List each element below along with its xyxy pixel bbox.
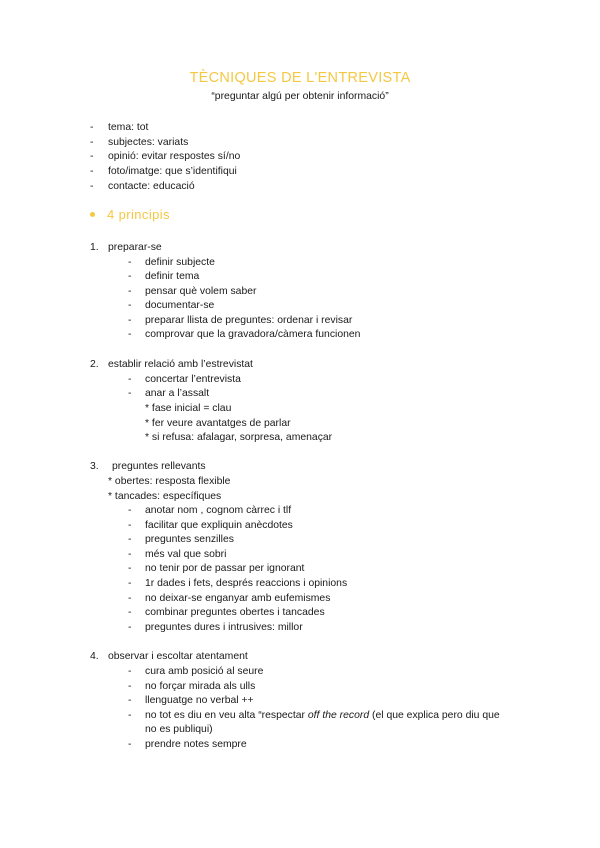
principle-label: establir relació amb l’estrevistat xyxy=(108,359,253,370)
list-item: definir tema xyxy=(145,271,200,282)
list-item: llenguatge no verbal ++ xyxy=(145,695,254,706)
intro-item: subjectes: variats xyxy=(108,137,189,148)
dash-marker: - xyxy=(128,578,132,589)
dash-marker: - xyxy=(128,695,132,706)
intro-item: contacte: educació xyxy=(108,181,195,192)
dash-marker: - xyxy=(128,622,132,633)
dash-marker: - xyxy=(90,166,94,177)
dash-marker: - xyxy=(128,681,132,692)
dash-marker: - xyxy=(128,315,132,326)
dash-marker: - xyxy=(90,122,94,133)
intro-item: foto/imatge: que s’identifiqui xyxy=(108,166,237,177)
note-line: * fase inicial = clau xyxy=(145,403,232,414)
dash-marker: - xyxy=(128,257,132,268)
list-item: concertar l’entrevista xyxy=(145,374,241,385)
dash-marker: - xyxy=(90,181,94,192)
list-item-continuation: no es publiqui) xyxy=(145,724,213,735)
section-heading xyxy=(90,207,170,222)
dash-marker: - xyxy=(90,137,94,148)
list-item: 1r dades i fets, després reaccions i opinions xyxy=(145,578,348,589)
dash-marker: - xyxy=(128,739,132,750)
list-item: pensar què volem saber xyxy=(145,286,257,297)
dash-marker: - xyxy=(128,549,132,560)
off-record-italic: off the record xyxy=(307,710,370,721)
off-record-text-before: no tot es diu en veu alta “respectar xyxy=(145,710,308,721)
principle-label: observar i escoltar atentament xyxy=(108,651,248,662)
dash-marker: - xyxy=(128,374,132,385)
principle-number: 2. xyxy=(90,359,99,370)
dash-marker: - xyxy=(128,666,132,677)
list-item: documentar-se xyxy=(145,300,215,311)
dash-marker: - xyxy=(128,593,132,604)
list-item: comprovar que la gravadora/càmera funcionen xyxy=(145,329,361,340)
dash-marker: - xyxy=(128,329,132,340)
list-item: preparar llista de preguntes: ordenar i revisar xyxy=(145,315,353,326)
note-line: * obertes: resposta flexible xyxy=(108,476,231,487)
list-item: preguntes senzilles xyxy=(145,534,234,545)
list-item: no forçar mirada als ulls xyxy=(145,681,256,692)
principle-label: preguntes rellevants xyxy=(112,461,206,472)
list-item: definir subjecte xyxy=(145,257,215,268)
principle-label: preparar-se xyxy=(108,242,162,253)
principle-number: 1. xyxy=(90,242,99,253)
list-item: més val que sobri xyxy=(145,549,227,560)
list-item: no tenir por de passar per ignorant xyxy=(145,563,305,574)
list-item: combinar preguntes obertes i tancades xyxy=(145,607,325,618)
list-item: preguntes dures i intrusives: millor xyxy=(145,622,303,633)
dash-marker: - xyxy=(128,286,132,297)
note-line: * fer veure avantatges de parlar xyxy=(145,418,291,429)
dash-marker: - xyxy=(128,534,132,545)
page-title: TÈCNIQUES DE L'ENTREVISTA xyxy=(189,70,411,86)
dash-marker: - xyxy=(128,300,132,311)
dash-marker: - xyxy=(128,388,132,399)
list-item: anar a l’assalt xyxy=(145,388,210,399)
page-subtitle: “preguntar algú per obtenir informació” xyxy=(211,91,389,102)
list-item: no deixar-se enganyar amb eufemismes xyxy=(145,593,331,604)
list-item: anotar nom , cognom càrrec i tlf xyxy=(145,505,292,516)
dash-marker: - xyxy=(128,520,132,531)
note-line: * tancades: específiques xyxy=(108,491,222,502)
dash-marker: - xyxy=(128,271,132,282)
list-item-off-record xyxy=(145,709,500,722)
list-item: facilitar que expliquin anècdotes xyxy=(145,520,293,531)
section-heading-text: 4 principis xyxy=(107,207,170,222)
dash-marker: - xyxy=(128,710,132,721)
dash-marker: - xyxy=(128,607,132,618)
principle-number: 4. xyxy=(90,651,99,662)
note-line: * si refusa: afalagar, sorpresa, amenaçar xyxy=(145,432,333,443)
dash-marker: - xyxy=(90,151,94,162)
off-record-text-after: (el que explica pero diu que xyxy=(369,710,500,721)
intro-item: tema: tot xyxy=(108,122,149,133)
principle-number: 3. xyxy=(90,461,99,472)
list-item: prendre notes sempre xyxy=(145,739,247,750)
bullet-dot-icon xyxy=(90,212,95,217)
dash-marker: - xyxy=(128,563,132,574)
list-item: cura amb posició al seure xyxy=(145,666,264,677)
intro-item: opinió: evitar respostes sí/no xyxy=(108,151,241,162)
dash-marker: - xyxy=(128,505,132,516)
